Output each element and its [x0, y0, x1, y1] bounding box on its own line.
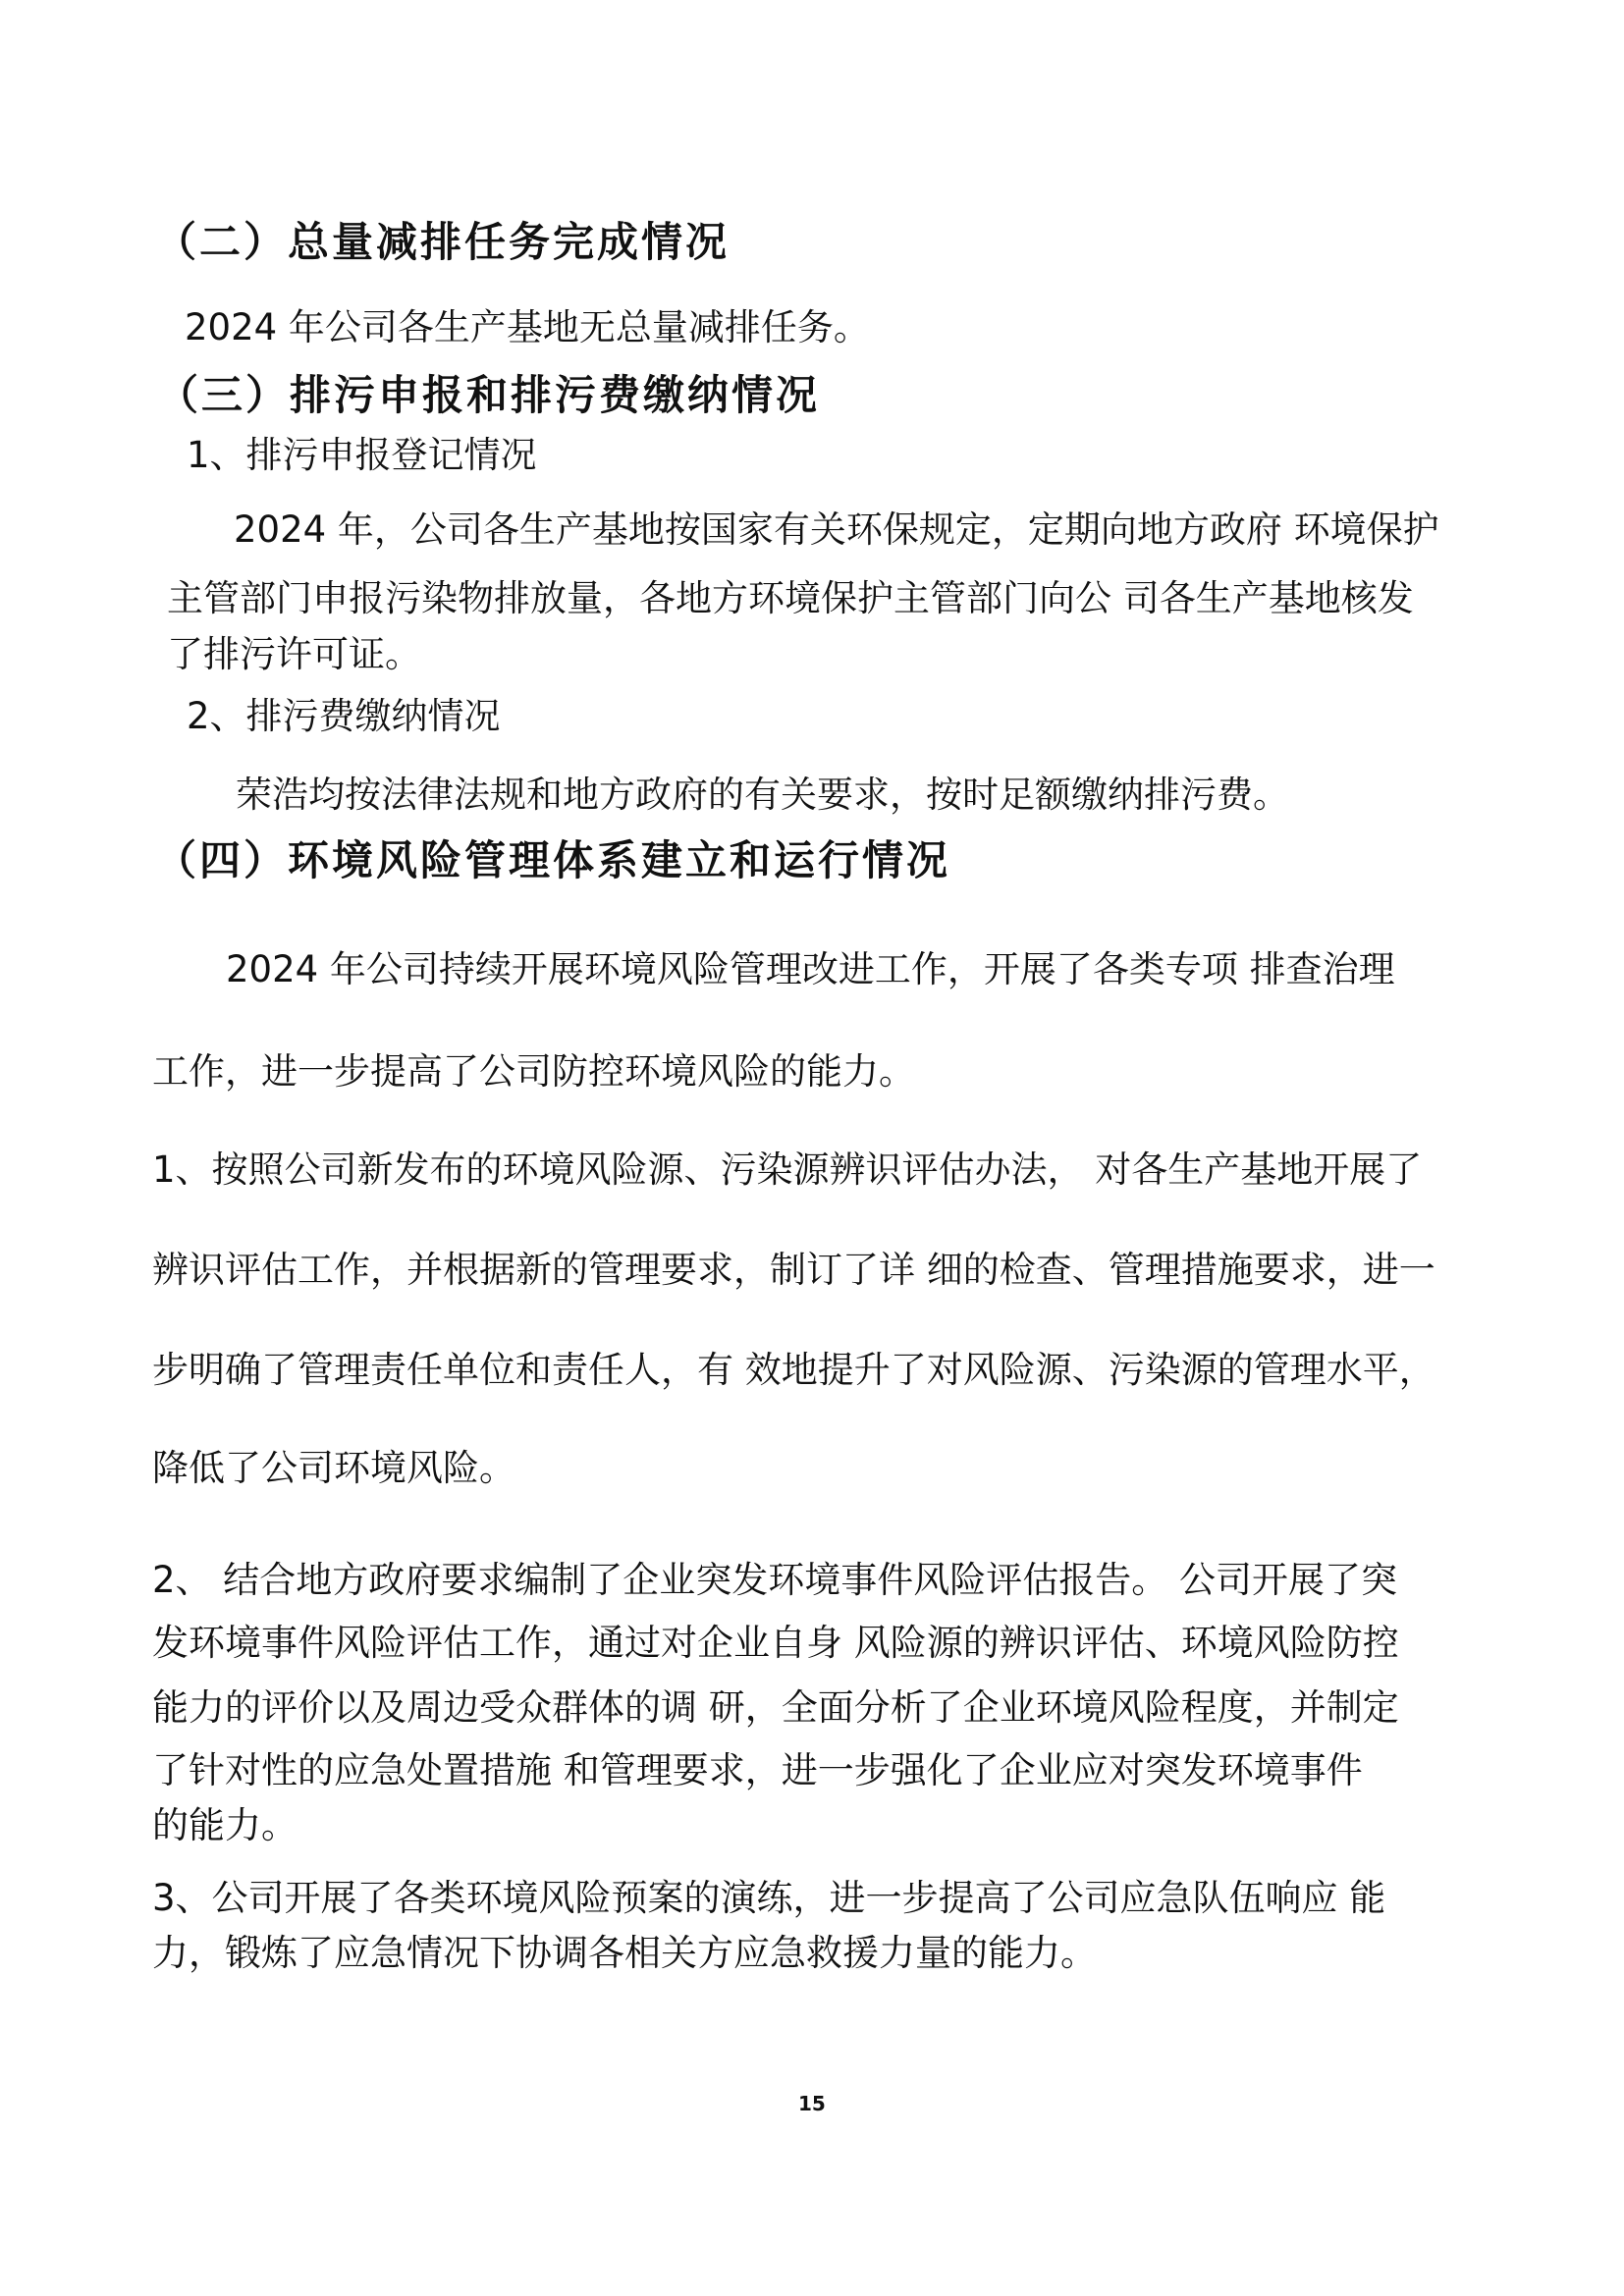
list-item-line: 辨识评估工作，并根据新的管理要求，制订了详 细的检查、管理措施要求，进一 [152, 1249, 1435, 1291]
list-item-line: 步明确了管理责任单位和责任人，有 效地提升了对风险源、污染源的管理水平， [152, 1349, 1435, 1391]
list-item-line: 3、公司开展了各类环境风险预案的演练，进一步提高了公司应急队伍响应 能 [152, 1877, 1386, 1919]
paragraph-line: 了排污许可证。 [167, 633, 421, 675]
page-number: 15 [798, 2092, 826, 2115]
list-item-line: 降低了公司环境风险。 [152, 1447, 515, 1489]
paragraph: 2024 年公司各生产基地无总量减排任务。 [185, 306, 870, 348]
list-item-line: 1、按照公司新发布的环境风险源、污染源辨识评估办法， 对各生产基地开展了 [152, 1148, 1423, 1191]
list-item-line: 的能力。 [152, 1804, 298, 1846]
paragraph-line: 2024 年公司持续开展环境风险管理改进工作，开展了各类专项 排查治理 [226, 948, 1395, 990]
list-item-line: 力，锻炼了应急情况下协调各相关方应急救援力量的能力。 [152, 1932, 1097, 1974]
section-heading-4: （四）环境风险管理体系建立和运行情况 [155, 836, 951, 884]
section-heading-3: （三）排污申报和排污费缴纳情况 [157, 371, 821, 419]
paragraph-line: 主管部门申报污染物排放量，各地方环境保护主管部门向公 司各生产基地核发 [167, 577, 1414, 619]
list-item-line: 发环境事件风险评估工作，通过对企业自身 风险源的辨识评估、环境风险防控 [152, 1622, 1399, 1664]
subsection-title-2: 2、排污费缴纳情况 [187, 695, 501, 737]
paragraph-line: 工作，进一步提高了公司防控环境风险的能力。 [152, 1050, 915, 1093]
subsection-title-1: 1、排污申报登记情况 [187, 434, 537, 476]
list-item-line: 2、 结合地方政府要求编制了企业突发环境事件风险评估报告。 公司开展了突 [152, 1559, 1398, 1601]
paragraph-line: 2024 年，公司各生产基地按国家有关环保规定，定期向地方政府 环境保护 [234, 508, 1439, 551]
paragraph: 荣浩均按法律法规和地方政府的有关要求，按时足额缴纳排污费。 [236, 774, 1289, 816]
list-item-line: 了针对性的应急处置措施 和管理要求，进一步强化了企业应对突发环境事件 [152, 1749, 1363, 1791]
list-item-line: 能力的评价以及周边受众群体的调 研，全面分析了企业环境风险程度，并制定 [152, 1686, 1399, 1729]
section-heading-2: （二）总量减排任务完成情况 [155, 218, 731, 266]
